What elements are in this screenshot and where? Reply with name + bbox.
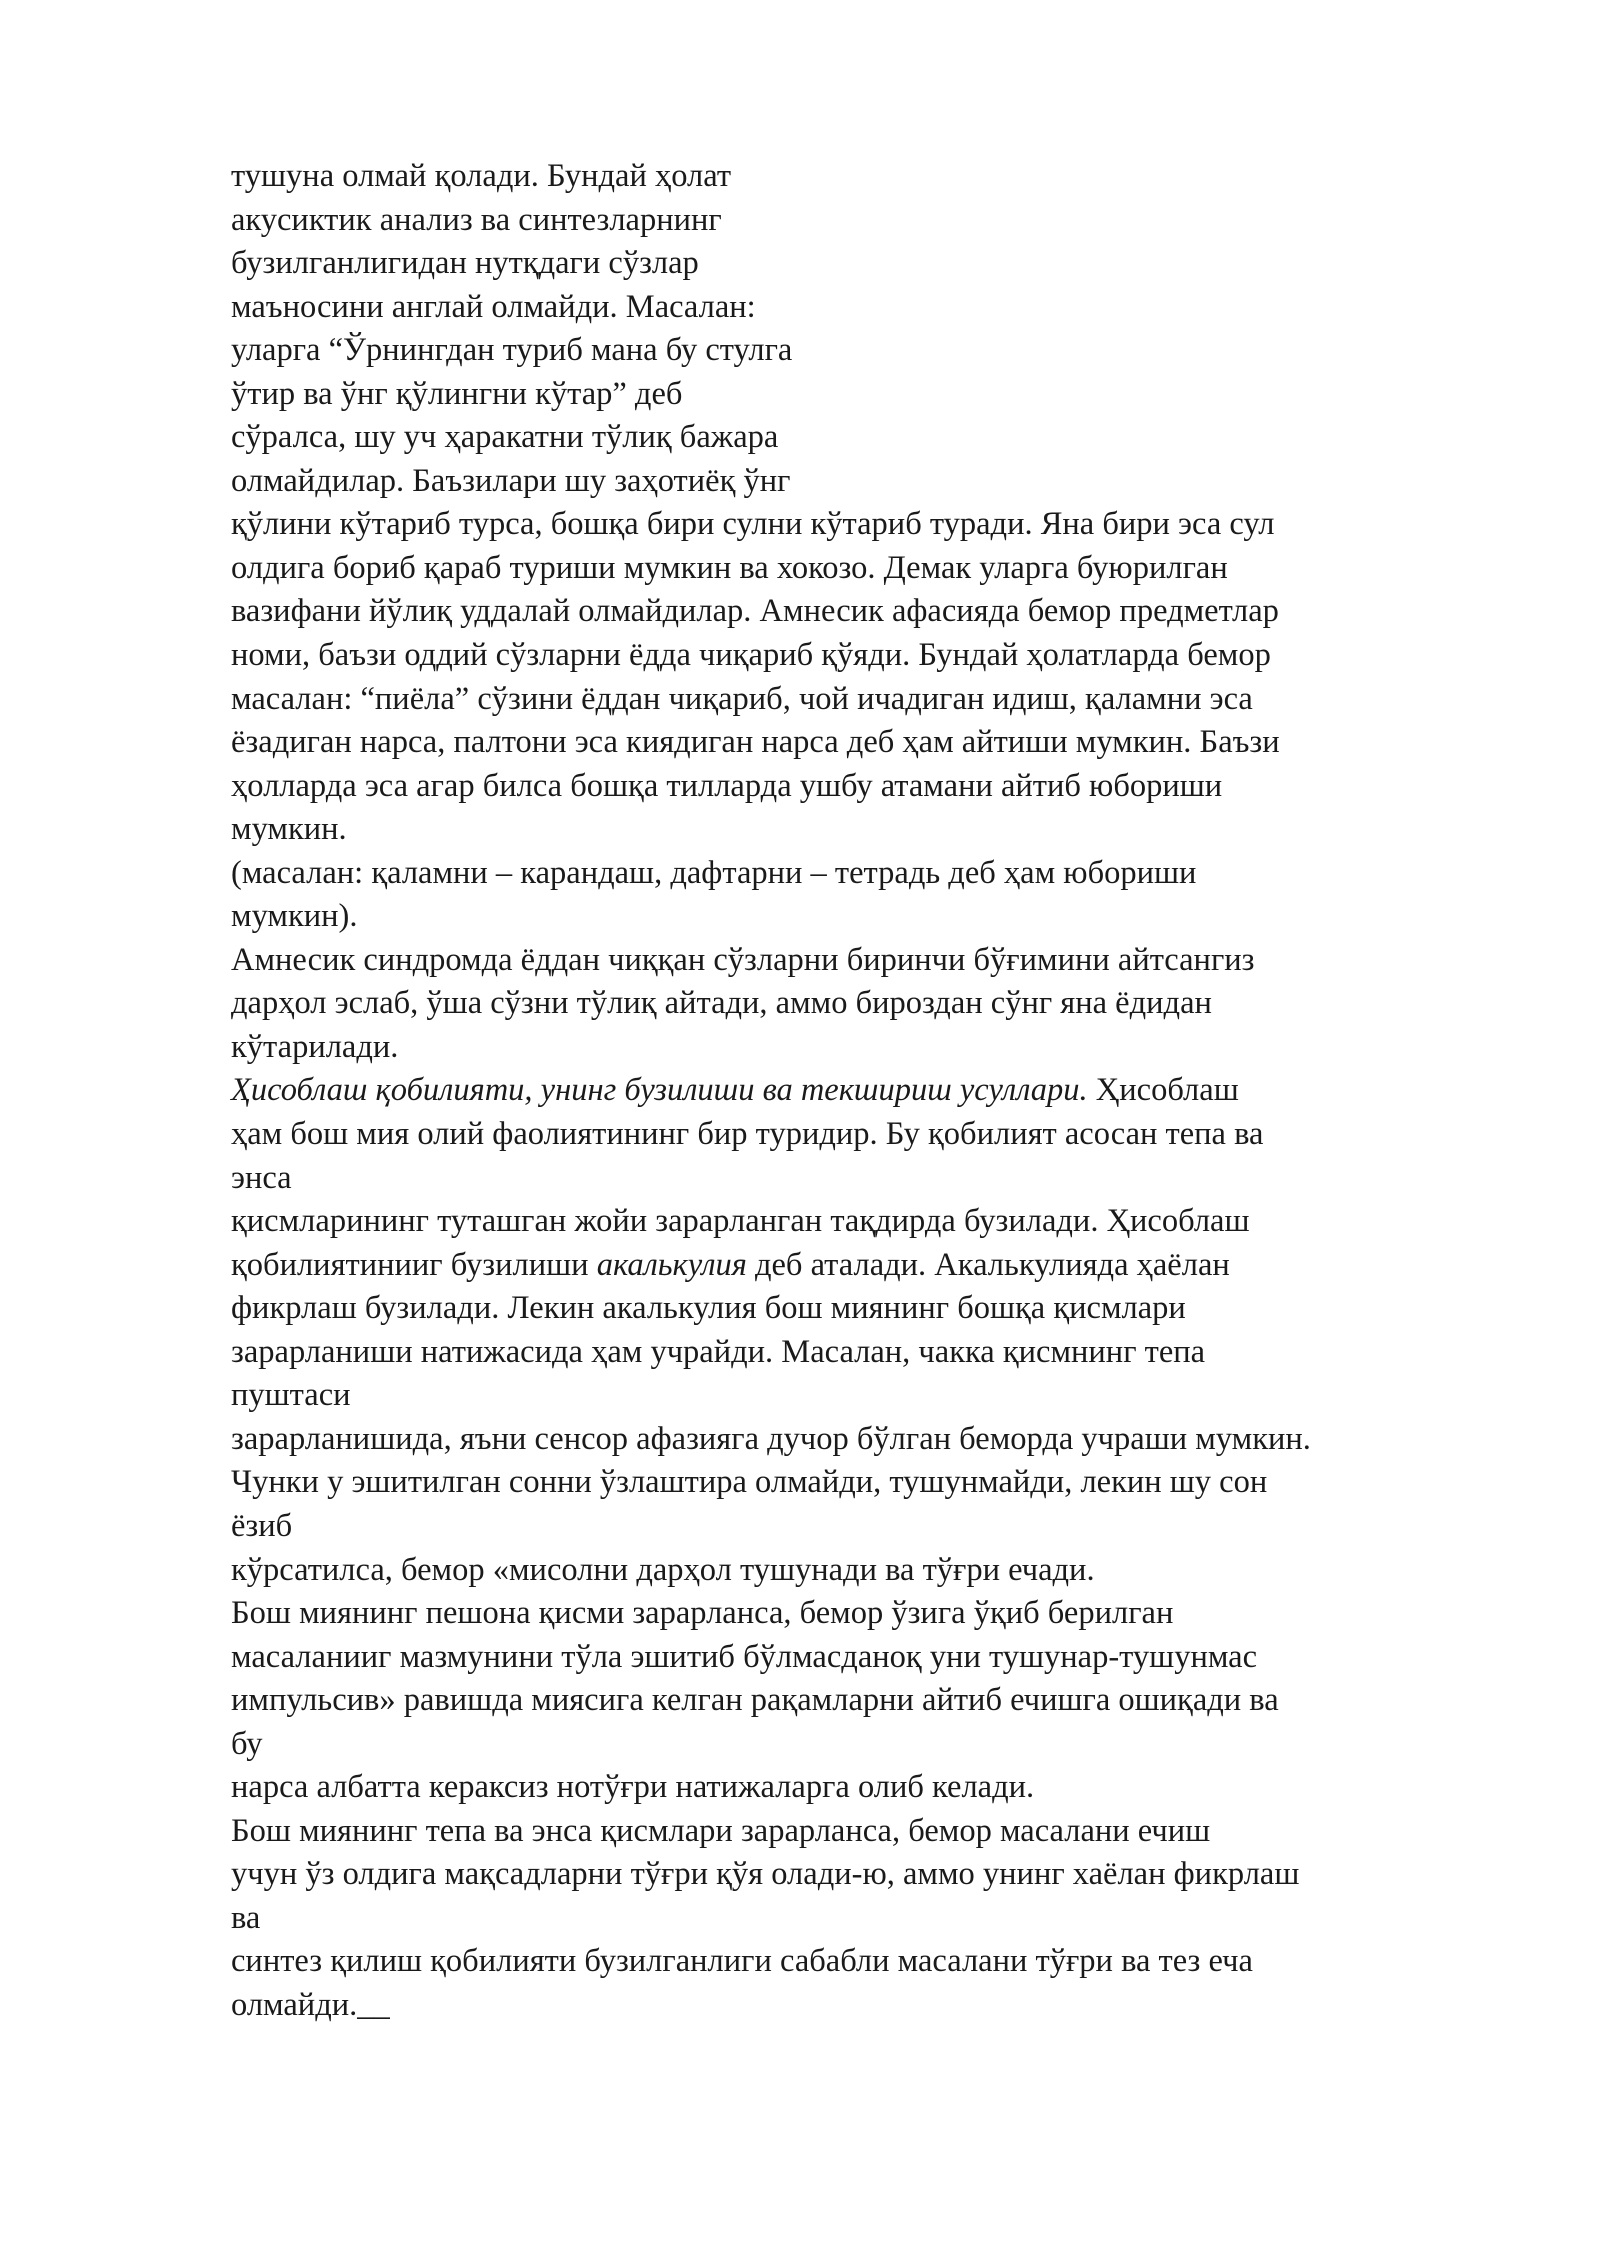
text-line <box>231 1157 1531 1201</box>
text-segment: фикрлаш бузилади. Лекин акалькулия бош миянинг бошқа қисмлари <box>231 1290 1186 1327</box>
text-segment: мумкин). <box>231 898 358 935</box>
text-segment: дарҳол эслаб, ўша сўзни тўлиқ айтади, аммо бироздан сўнг яна ёдидан <box>231 985 1212 1022</box>
text-segment: Ҳисоблаш <box>1087 1072 1239 1109</box>
text-line <box>231 982 1531 1026</box>
text-segment: нарса албатта кераксиз нотўғри натижаларга олиб келади. <box>231 1769 1035 1806</box>
text-segment: қисмларининг туташган жойи зарарланган тақдирда бузилади. Ҳисоблаш <box>231 1203 1250 1240</box>
italic-text-segment: акалькулия <box>596 1246 747 1283</box>
text-segment: қўлини кўтариб турса, бошқа бири сулни кўтариб туради. Яна бири эса сул <box>231 506 1275 543</box>
text-line <box>231 242 1531 286</box>
text-segment: ва <box>231 1899 261 1936</box>
text-segment: сўралса, шу уч ҳаракатни тўлиқ бажара <box>231 419 779 456</box>
text-segment: Бош миянинг тепа ва энса қисмлари зарарланса, бемор масалани ечиш <box>231 1812 1211 1849</box>
text-segment: деб аталади. Акалькулияда ҳаёлан <box>746 1246 1230 1283</box>
text-segment: ўтир ва ўнг қўлингни кўтар” деб <box>231 375 683 412</box>
text-line <box>231 1200 1531 1244</box>
text-line <box>231 373 1531 417</box>
text-line <box>231 286 1531 330</box>
text-segment: қобилиятинииг бузилиши <box>231 1246 597 1283</box>
text-line <box>231 590 1531 634</box>
text-line <box>231 329 1531 373</box>
text-segment: масаланииг мазмунини тўла эшитиб бўлмасданоқ уни тушунар-тушунмас <box>231 1638 1258 1675</box>
text-line <box>231 1853 1531 1897</box>
text-segment: акусиктик анализ ва синтезларнинг <box>231 201 722 238</box>
text-segment: энса <box>231 1159 292 1196</box>
text-line <box>231 808 1531 852</box>
text-segment: ҳолларда эса агар билса бошқа тилларда ушбу атамани айтиб юбориши <box>231 767 1223 804</box>
text-line <box>231 1113 1531 1157</box>
text-line <box>231 1461 1531 1505</box>
text-line <box>231 634 1531 678</box>
text-segment: олмайди.__ <box>231 1986 390 2023</box>
text-segment: бу <box>231 1725 263 1762</box>
text-line <box>231 1592 1531 1636</box>
text-segment: Амнесик синдромда ёддан чиққан сўзларни биринчи бўғимини айтсангиз <box>231 941 1255 978</box>
text-line <box>231 547 1531 591</box>
text-segment: пуштаси <box>231 1377 351 1414</box>
text-line <box>231 721 1531 765</box>
text-line <box>231 1897 1531 1941</box>
text-segment: олмайдилар. Баъзилари шу заҳотиёқ ўнг <box>231 462 791 499</box>
text-segment: уларга “Ўрнингдан туриб мана бу стулга <box>231 332 793 369</box>
text-line <box>231 199 1531 243</box>
text-segment: вазифани йўлиқ уддалай олмайдилар. Амнесик афасияда бемор предметлар <box>231 593 1279 630</box>
text-segment: номи, баъзи оддий сўзларни ёдда чиқариб қўяди. Бундай ҳолатларда бемор <box>231 637 1271 674</box>
text-line <box>231 1244 1531 1288</box>
text-segment: мумкин. <box>231 811 347 848</box>
text-line <box>231 416 1531 460</box>
text-line <box>231 155 1531 199</box>
italic-text-segment: Ҳисоблаш қобилияти, унинг бузилиши ва текшириш усуллари. <box>231 1072 1088 1109</box>
text-segment: (масалан: қаламни – карандаш, дафтарни – тетрадь деб ҳам юбориши <box>231 854 1197 891</box>
text-line <box>231 1940 1531 1984</box>
text-line <box>231 1810 1531 1854</box>
text-line <box>231 1287 1531 1331</box>
text-line <box>231 1636 1531 1680</box>
text-line <box>231 765 1531 809</box>
text-line <box>231 1331 1531 1375</box>
text-segment: Чунки у эшитилган сонни ўзлаштира олмайди, тушунмайди, лекин шу сон <box>231 1464 1268 1501</box>
text-segment: ёзиб <box>231 1507 293 1544</box>
text-line <box>231 460 1531 504</box>
text-segment: ёзадиган нарса, палтони эса киядиган нарса деб ҳам айтиши мумкин. Баъзи <box>231 724 1280 761</box>
text-line <box>231 1766 1531 1810</box>
text-line <box>231 939 1531 983</box>
text-segment: олдига бориб қараб туриши мумкин ва хокозо. Демак уларга буюрилган <box>231 549 1228 586</box>
text-line <box>231 1026 1531 1070</box>
text-segment: синтез қилиш қобилияти бузилганлиги сабабли масалани тўғри ва тез еча <box>231 1943 1253 1980</box>
text-line <box>231 1984 1531 2028</box>
text-segment: зарарланиши натижасида ҳам учрайди. Масалан, чакка қисмнинг тепа <box>231 1333 1206 1370</box>
text-line <box>231 1418 1531 1462</box>
text-line <box>231 852 1531 896</box>
text-segment: Бош миянинг пешона қисми зарарланса, бемор ўзига ўқиб берилган <box>231 1595 1174 1632</box>
text-line <box>231 1723 1531 1767</box>
text-segment: маъносини англай олмайди. Масалан: <box>231 288 756 325</box>
text-segment: зарарланишида, яъни сенсор афазияга дучор бўлган беморда учраши мумкин. <box>231 1420 1311 1457</box>
text-segment: тушуна олмай қолади. Бундай ҳолат <box>231 158 732 194</box>
text-line <box>231 1679 1531 1723</box>
text-segment: импульсив» равишда миясига келган рақамларни айтиб ечишга ошиқади ва <box>231 1682 1279 1719</box>
document-body-text <box>231 155 1531 2028</box>
text-line <box>231 1505 1531 1549</box>
text-line <box>231 1069 1531 1113</box>
text-segment: кўрсатилса, бемор «мисолни дарҳол тушунади ва тўғри ечади. <box>231 1551 1095 1588</box>
text-line <box>231 678 1531 722</box>
text-line <box>231 895 1531 939</box>
text-segment: ҳам бош мия олий фаолиятининг бир туридир. Бу қобилият асосан тепа ва <box>231 1116 1264 1153</box>
text-segment: учун ўз олдига мақсадларни тўғри қўя олади-ю, аммо унинг хаёлан фикрлаш <box>231 1856 1300 1893</box>
text-segment: бузилганлигидан нутқдаги сўзлар <box>231 245 699 282</box>
text-line <box>231 503 1531 547</box>
text-line <box>231 1549 1531 1593</box>
text-segment: кўтарилади. <box>231 1028 399 1065</box>
text-segment: масалан: “пиёла” сўзини ёддан чиқариб, чой ичадиган идиш, қаламни эса <box>231 680 1253 717</box>
text-line <box>231 1374 1531 1418</box>
